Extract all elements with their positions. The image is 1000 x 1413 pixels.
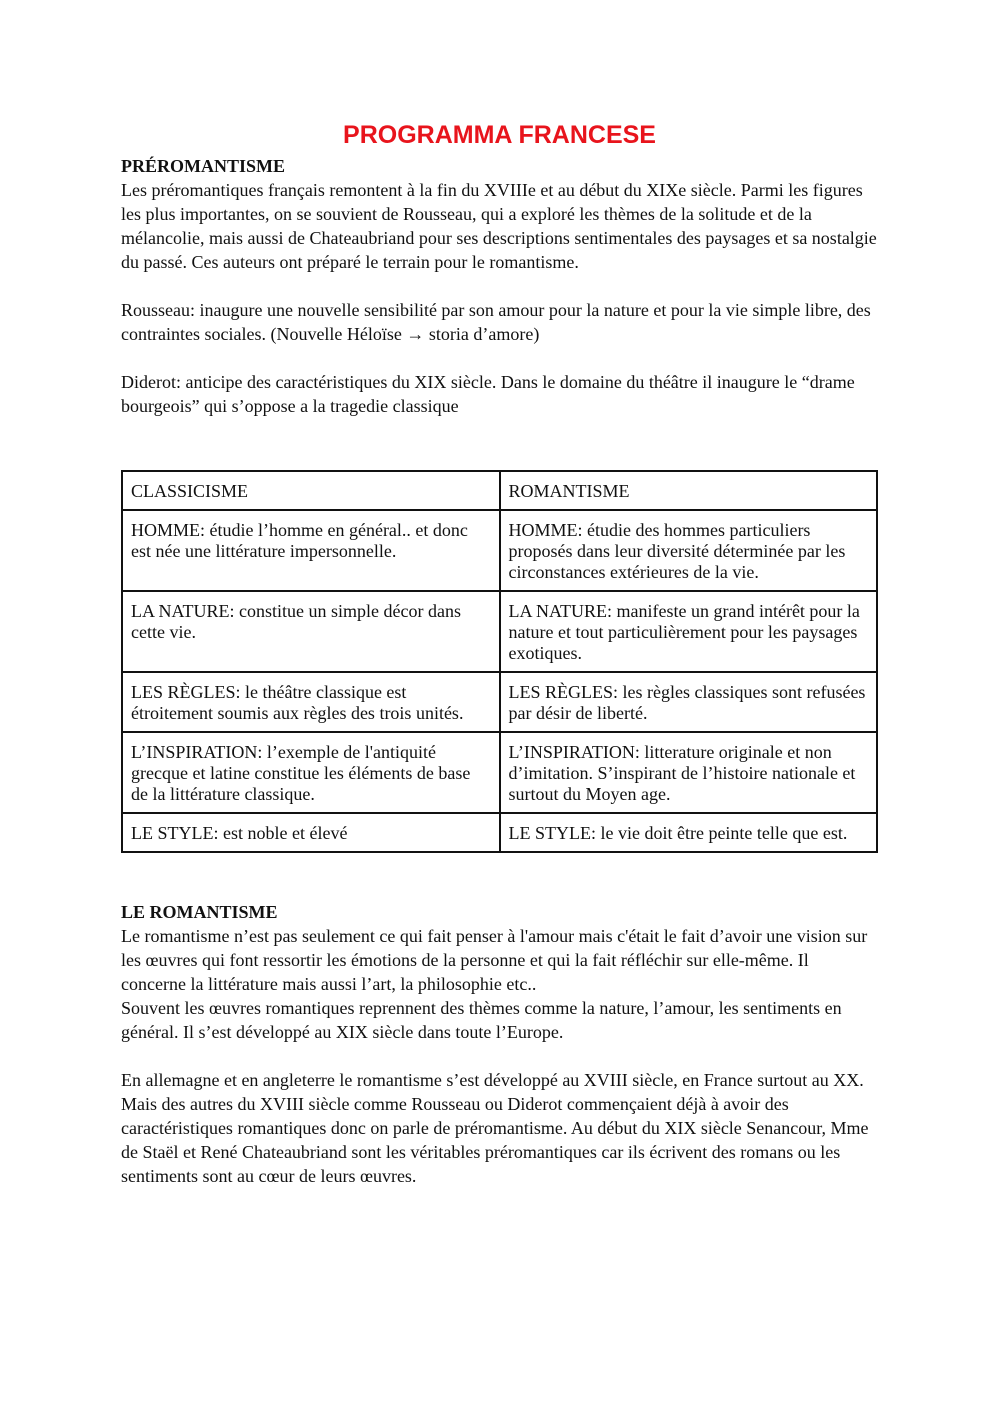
table-cell: LA NATURE: constitue un simple décor dans cette vie. [122, 591, 500, 672]
paragraph-rousseau: Rousseau: inaugure une nouvelle sensibilité par son amour pour la nature et pour la vie simple libre, des contraintes sociales. (Nouvelle Héloïse → storia d’amore) [121, 300, 871, 344]
table-cell: HOMME: étudie des hommes particuliers proposés dans leur diversité déterminée par les circonstances extérieures de la vie. [500, 510, 878, 591]
table-header-row [122, 471, 877, 510]
table-cell: LE STYLE: le vie doit être peinte telle que est. [500, 813, 878, 852]
table-row [122, 813, 877, 852]
table-cell: LA NATURE: manifeste un grand intérêt pour la nature et tout particulièrement pour les paysages exotiques. [500, 591, 878, 672]
comparison-table [121, 470, 878, 853]
table-header-cell: ROMANTISME [500, 471, 878, 510]
document-title: PROGRAMMA FRANCESE [343, 121, 656, 149]
table-cell: LES RÈGLES: le théâtre classique est étroitement soumis aux règles des trois unités. [122, 672, 500, 732]
table-cell: HOMME: étudie l’homme en général.. et donc est née une littérature impersonnelle. [122, 510, 500, 591]
paragraph-romantisme-history: En allemagne et en angleterre le romantisme s’est développé au XVIII siècle, en France surtout au XX. Mais des autres du XVIII siècle comme Rousseau ou Diderot commençaient déjà à avoir des caractéristiques romantiques donc on parle de préromantisme. Au début du XIX siècle Senancour, Mme de Staël et René Chateaubriand sont les véritables préromantiques car ils écrivent des romans ou les sentiments sont au cœur de leurs œuvres. [121, 1070, 869, 1186]
table-row [122, 510, 877, 591]
paragraph-romantisme-themes: Souvent les œuvres romantiques reprennent des thèmes comme la nature, l’amour, les sentiments en général. Il s’est développé au XIX siècle dans toute l’Europe. [121, 998, 842, 1042]
table-cell: L’INSPIRATION: l’exemple de l'antiquité grecque et latine constitue les éléments de base de la littérature classique. [122, 732, 500, 813]
table-cell: LES RÈGLES: les règles classiques sont refusées par désir de liberté. [500, 672, 878, 732]
paragraph-diderot: Diderot: anticipe des caractéristiques du XIX siècle. Dans le domaine du théâtre il inaugure le “drame bourgeois” qui s’oppose a la tragedie classique [121, 372, 855, 416]
section-heading-romantisme: LE ROMANTISME [121, 902, 278, 922]
paragraph-romantisme-definition: Le romantisme n’est pas seulement ce qui fait penser à l'amour mais c'était le fait d’avoir une vision sur les œuvres qui font ressortir les émotions de la personne et qui la fait réfléchir sur elle-même. Il concerne la littérature mais aussi l’art, la philosophie etc.. [121, 926, 868, 994]
section-heading-preromantisme: PRÉROMANTISME [121, 156, 286, 176]
document-page [121, 118, 878, 1188]
table-row [122, 591, 877, 672]
table-row [122, 732, 877, 813]
table-cell: LE STYLE: est noble et élevé [122, 813, 500, 852]
table-header-cell: CLASSICISME [122, 471, 500, 510]
table-row [122, 672, 877, 732]
paragraph-preromantisme-intro: Les préromantiques français remontent à la fin du XVIIIe et au début du XIXe siècle. Parmi les figures les plus importantes, on se souvient de Rousseau, qui a exploré les thèmes de la solitude et de la mélancolie, mais aussi de Chateaubriand pour ses descriptions sentimentales des paysages et sa nostalgie du passé. Ces auteurs ont préparé le terrain pour le romantisme. [121, 180, 877, 272]
table-cell: L’INSPIRATION: litterature originale et non d’imitation. S’inspirant de l’histoire nationale et surtout du Moyen age. [500, 732, 878, 813]
